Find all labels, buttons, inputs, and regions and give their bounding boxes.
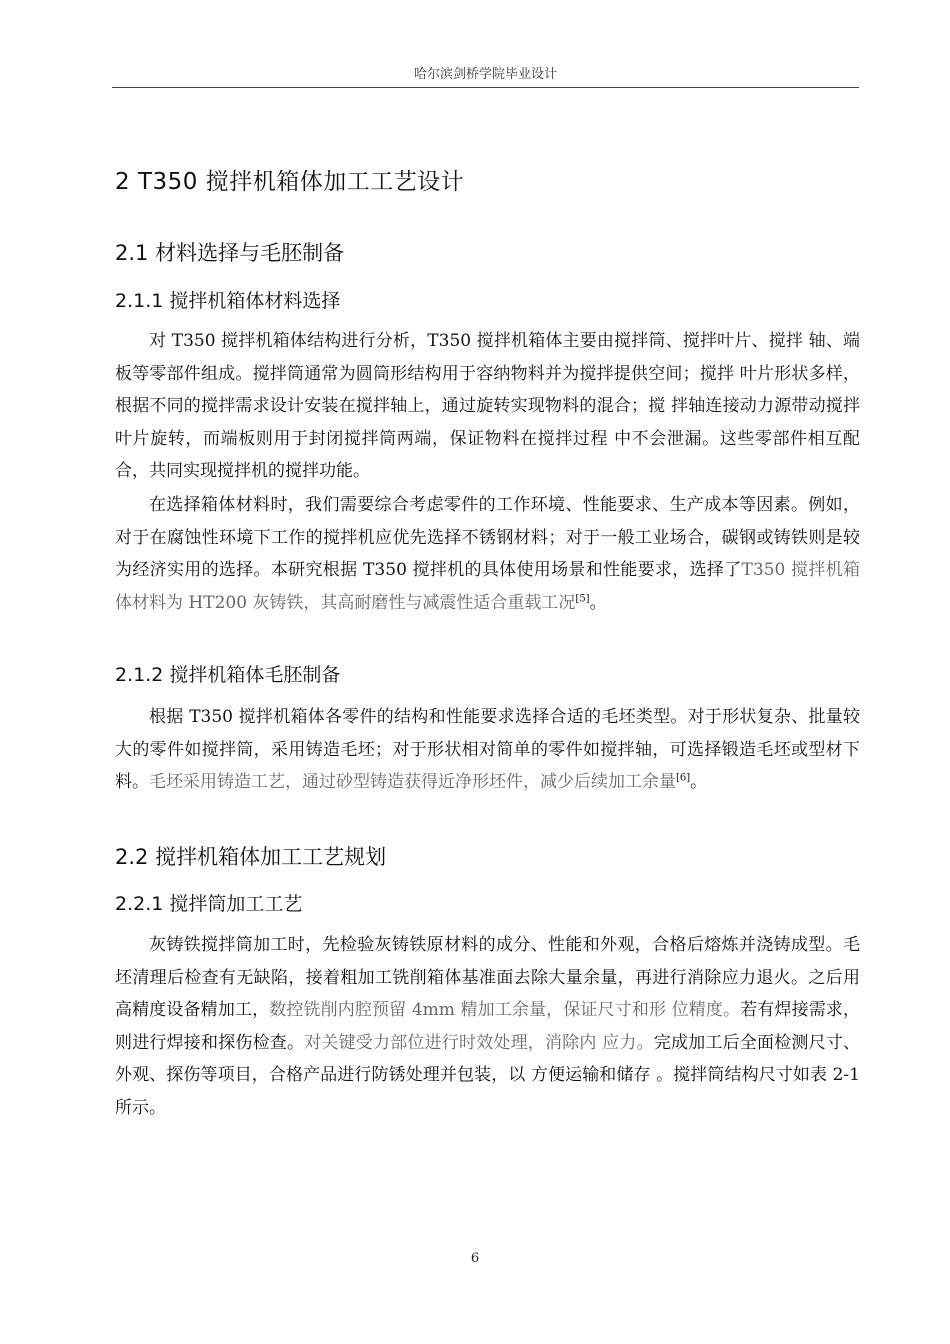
paragraph-text-gray: 对关键受力部位进行时效处理，消除内 应力。 <box>304 1032 654 1053</box>
paragraph-text-gray: T350 搅拌机箱体材料为 HT200 灰铸铁，其高耐磨性与减震性适合重载工况 <box>115 560 860 613</box>
paragraph-text: 灰铸铁搅拌筒加工时，先检验灰铸铁原材料的成分、性能和外观，合格后熔炼并浇铸成型。毛坯清理后检查有无缺陷，接着粗加工铣削箱体基准面去除大量余量，再进行消除应力退火。之后用高精度设备精加工， <box>115 935 860 1021</box>
paragraph-2-2-1 <box>115 929 860 1125</box>
citation-ref: [6] <box>676 772 691 784</box>
paragraph-end: 。 <box>589 592 607 613</box>
chapter-title: 2 T350 搅拌机箱体加工工艺设计 <box>115 169 465 195</box>
paragraph-2-1-1-b <box>115 489 860 619</box>
section-2-1-title: 2.1 材料选择与毛胚制备 <box>115 241 345 265</box>
section-2-1-2-title: 2.1.2 搅拌机箱体毛胚制备 <box>115 664 341 686</box>
paragraph-2-1-1-a: 对 T350 搅拌机箱体结构进行分析，T350 搅拌机箱体主要由搅拌筒、搅拌叶片、搅拌 轴、端板等零部件组成。搅拌筒通常为圆筒形结构用于容纳物料并为搅拌提供空间；搅拌 叶片形状多样，根据不同的搅拌需求设计安装在搅拌轴上，通过旋转实现物料的混合；搅 拌轴连接动力源带动搅拌叶片旋转，而端板则用于封闭搅拌筒两端，保证物料在搅拌过程 中不会泄漏。这些零部件相互配合，共同实现搅拌机的搅拌功能。 <box>115 331 860 482</box>
header-divider <box>112 87 859 88</box>
page-number: 6 <box>470 1251 480 1266</box>
paragraph-text-gray: 毛坯采用铸造工艺，通过砂型铸造获得近净形坯件，减少后续加工余量 <box>149 772 676 793</box>
citation-ref: [5] <box>575 593 590 605</box>
paragraph-text: 若有焊接需求，则进行焊接和探伤检查。 <box>115 1000 861 1053</box>
section-2-2-title: 2.2 搅拌机箱体加工工艺规划 <box>115 845 387 869</box>
paragraph-end: 。 <box>690 772 708 793</box>
paragraph-text: 在选择箱体材料时，我们需要综合考虑零件的工作环境、性能要求、生产成本等因素。例如，对于在腐蚀性环境下工作的搅拌机应优先选择不锈钢材料；对于一般工业场合，碳钢或铸铁则是较为经济实用的选择。本研究根据 T350 搅拌机的具体使用场景和性能要求，选择了 <box>115 495 860 581</box>
paragraph-text: 根据 T350 搅拌机箱体各零件的结构和性能要求选择合适的毛坯类型。对于形状复杂、批量较大的零件如搅拌筒，采用铸造毛坯；对于形状相对简单的零件如搅拌轴，可选择锻造毛坯或型材下料。 <box>115 707 860 793</box>
section-2-1-1-title: 2.1.1 搅拌机箱体材料选择 <box>115 290 341 312</box>
page-header: 哈尔滨剑桥学院毕业设计 <box>413 67 557 82</box>
paragraph-2-1-2 <box>115 701 860 799</box>
section-2-2-1-title: 2.2.1 搅拌筒加工工艺 <box>115 893 303 915</box>
paragraph-text-gray: 数控铣削内腔预留 4mm 精加工余量，保证尺寸和形 位精度。 <box>269 1000 741 1021</box>
paragraph-text: 完成加工后全面检测尺寸、外观、探伤等项目，合格产品进行防锈处理并包装，以 方便运输和储存 。搅拌筒结构尺寸如表 2-1 所示。 <box>115 1032 861 1118</box>
